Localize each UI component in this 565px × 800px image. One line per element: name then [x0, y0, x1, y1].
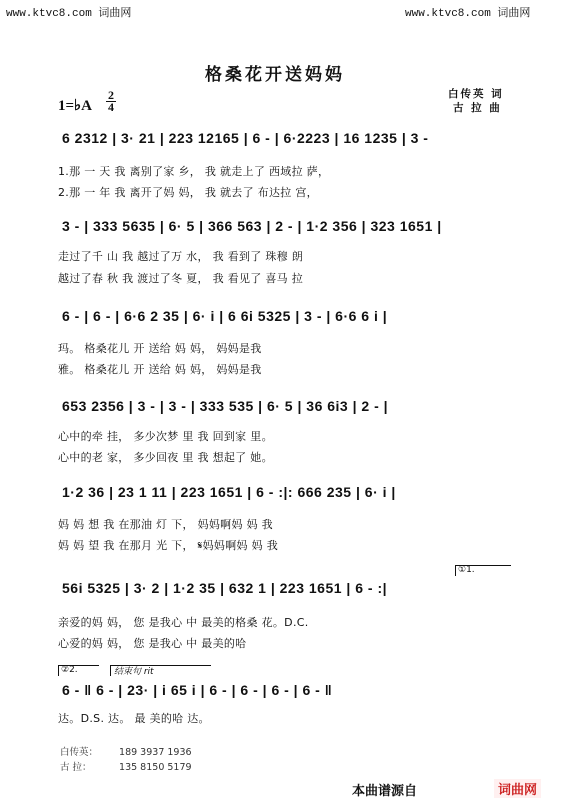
- coda-label: 结束句 rit: [114, 667, 154, 677]
- contact-phone: 189 3937 1936: [119, 747, 192, 758]
- lyricist-credit: 白传英 词: [448, 88, 504, 100]
- lyric-line-verse1: 亲爱的妈 妈， 您 是我心 中 最美的格桑 花。D.C.: [58, 616, 309, 629]
- lyric-line-verse2: 雅。 格桑花儿 开 送给 妈 妈， 妈妈是我: [58, 363, 262, 376]
- contact-row: [60, 760, 192, 775]
- notation-line: 6 - | 6 - | 6·6 2 35 | 6· i | 6 6i 5325 | 3 - | 6·6 6 i |: [62, 308, 388, 324]
- lyric-line-verse2: 心爱的妈 妈， 您 是我心 中 最美的哈: [58, 637, 247, 650]
- watermark-left: www.ktvc8.com 词曲网: [6, 8, 132, 20]
- lyric-line-verse2: 妈 妈 望 我 在那月 光 下， 𝄋妈妈啊妈 妈 我: [58, 539, 278, 552]
- composer-credit: 古 拉 曲: [453, 102, 502, 114]
- contact-name: 白传英：: [60, 747, 99, 758]
- lyric-line-verse1: 走过了千 山 我 越过了万 水， 我 看到了 珠穆 朗: [58, 250, 304, 263]
- time-signature: [106, 90, 116, 113]
- notation-line: 1·2 36 | 23 1 11 | 223 1651 | 6 - :|: 666 235 | 6· i |: [62, 484, 396, 500]
- lyric-line-verse1: 1.那 一 天 我 离别了家 乡， 我 就走上了 西域拉 萨，: [58, 165, 330, 178]
- lyric-line-verse1: 玛。 格桑花儿 开 送给 妈 妈， 妈妈是我: [58, 342, 262, 355]
- notation-line: 6 - ‖ 6 - | 23· | i 65 i | 6 - | 6 - | 6 - | 6 - ‖: [62, 682, 333, 698]
- time-denominator: 4: [108, 100, 114, 114]
- first-ending-label: ①1.: [458, 565, 475, 575]
- watermark-right: www.ktvc8.com 词曲网: [405, 8, 531, 20]
- contact-name: 古 拉：: [60, 762, 92, 773]
- lyric-line-verse1: 心中的牵 挂， 多少次梦 里 我 回到家 里。: [58, 430, 273, 443]
- notation-line: 3 - | 333 5635 | 6· 5 | 366 563 | 2 - | 1·2 356 | 323 1651 |: [62, 218, 442, 234]
- notation-line: 6 2312 | 3· 21 | 223 12165 | 6 - | 6·2223 | 16 1235 | 3 -: [62, 130, 429, 146]
- contact-row: [60, 745, 192, 760]
- song-title: 格桑花开送妈妈: [205, 65, 345, 85]
- lyric-line-verse1: 妈 妈 想 我 在那油 灯 下， 妈妈啊妈 妈 我: [58, 518, 273, 531]
- site-logo[interactable]: 词曲网: [494, 779, 541, 798]
- time-numerator: 2: [108, 88, 114, 102]
- lyric-line-verse2: 心中的老 家， 多少回夜 里 我 想起了 她。: [58, 451, 273, 464]
- lyric-line-verse2: 越过了春 秋 我 渡过了冬 夏， 我 看见了 喜马 拉: [58, 272, 304, 285]
- second-ending-label: ②2.: [61, 665, 78, 675]
- source-note: 本曲谱源自: [352, 784, 418, 799]
- lyric-line-verse2: 2.那 一 年 我 离开了妈 妈， 我 就去了 布达拉 宫，: [58, 186, 318, 199]
- lyric-line-verse1: 达。D.S. 达。 最 美的哈 达。: [58, 712, 210, 725]
- contact-phone: 135 8150 5179: [119, 762, 192, 773]
- key-signature: 1=♭A: [58, 98, 92, 114]
- contact-list: [60, 745, 192, 775]
- notation-line: 653 2356 | 3 - | 3 - | 333 535 | 6· 5 | 36 6i3 | 2 - |: [62, 398, 389, 414]
- notation-line: 56i 5325 | 3· 2 | 1·2 35 | 632 1 | 223 1651 | 6 - :|: [62, 580, 388, 596]
